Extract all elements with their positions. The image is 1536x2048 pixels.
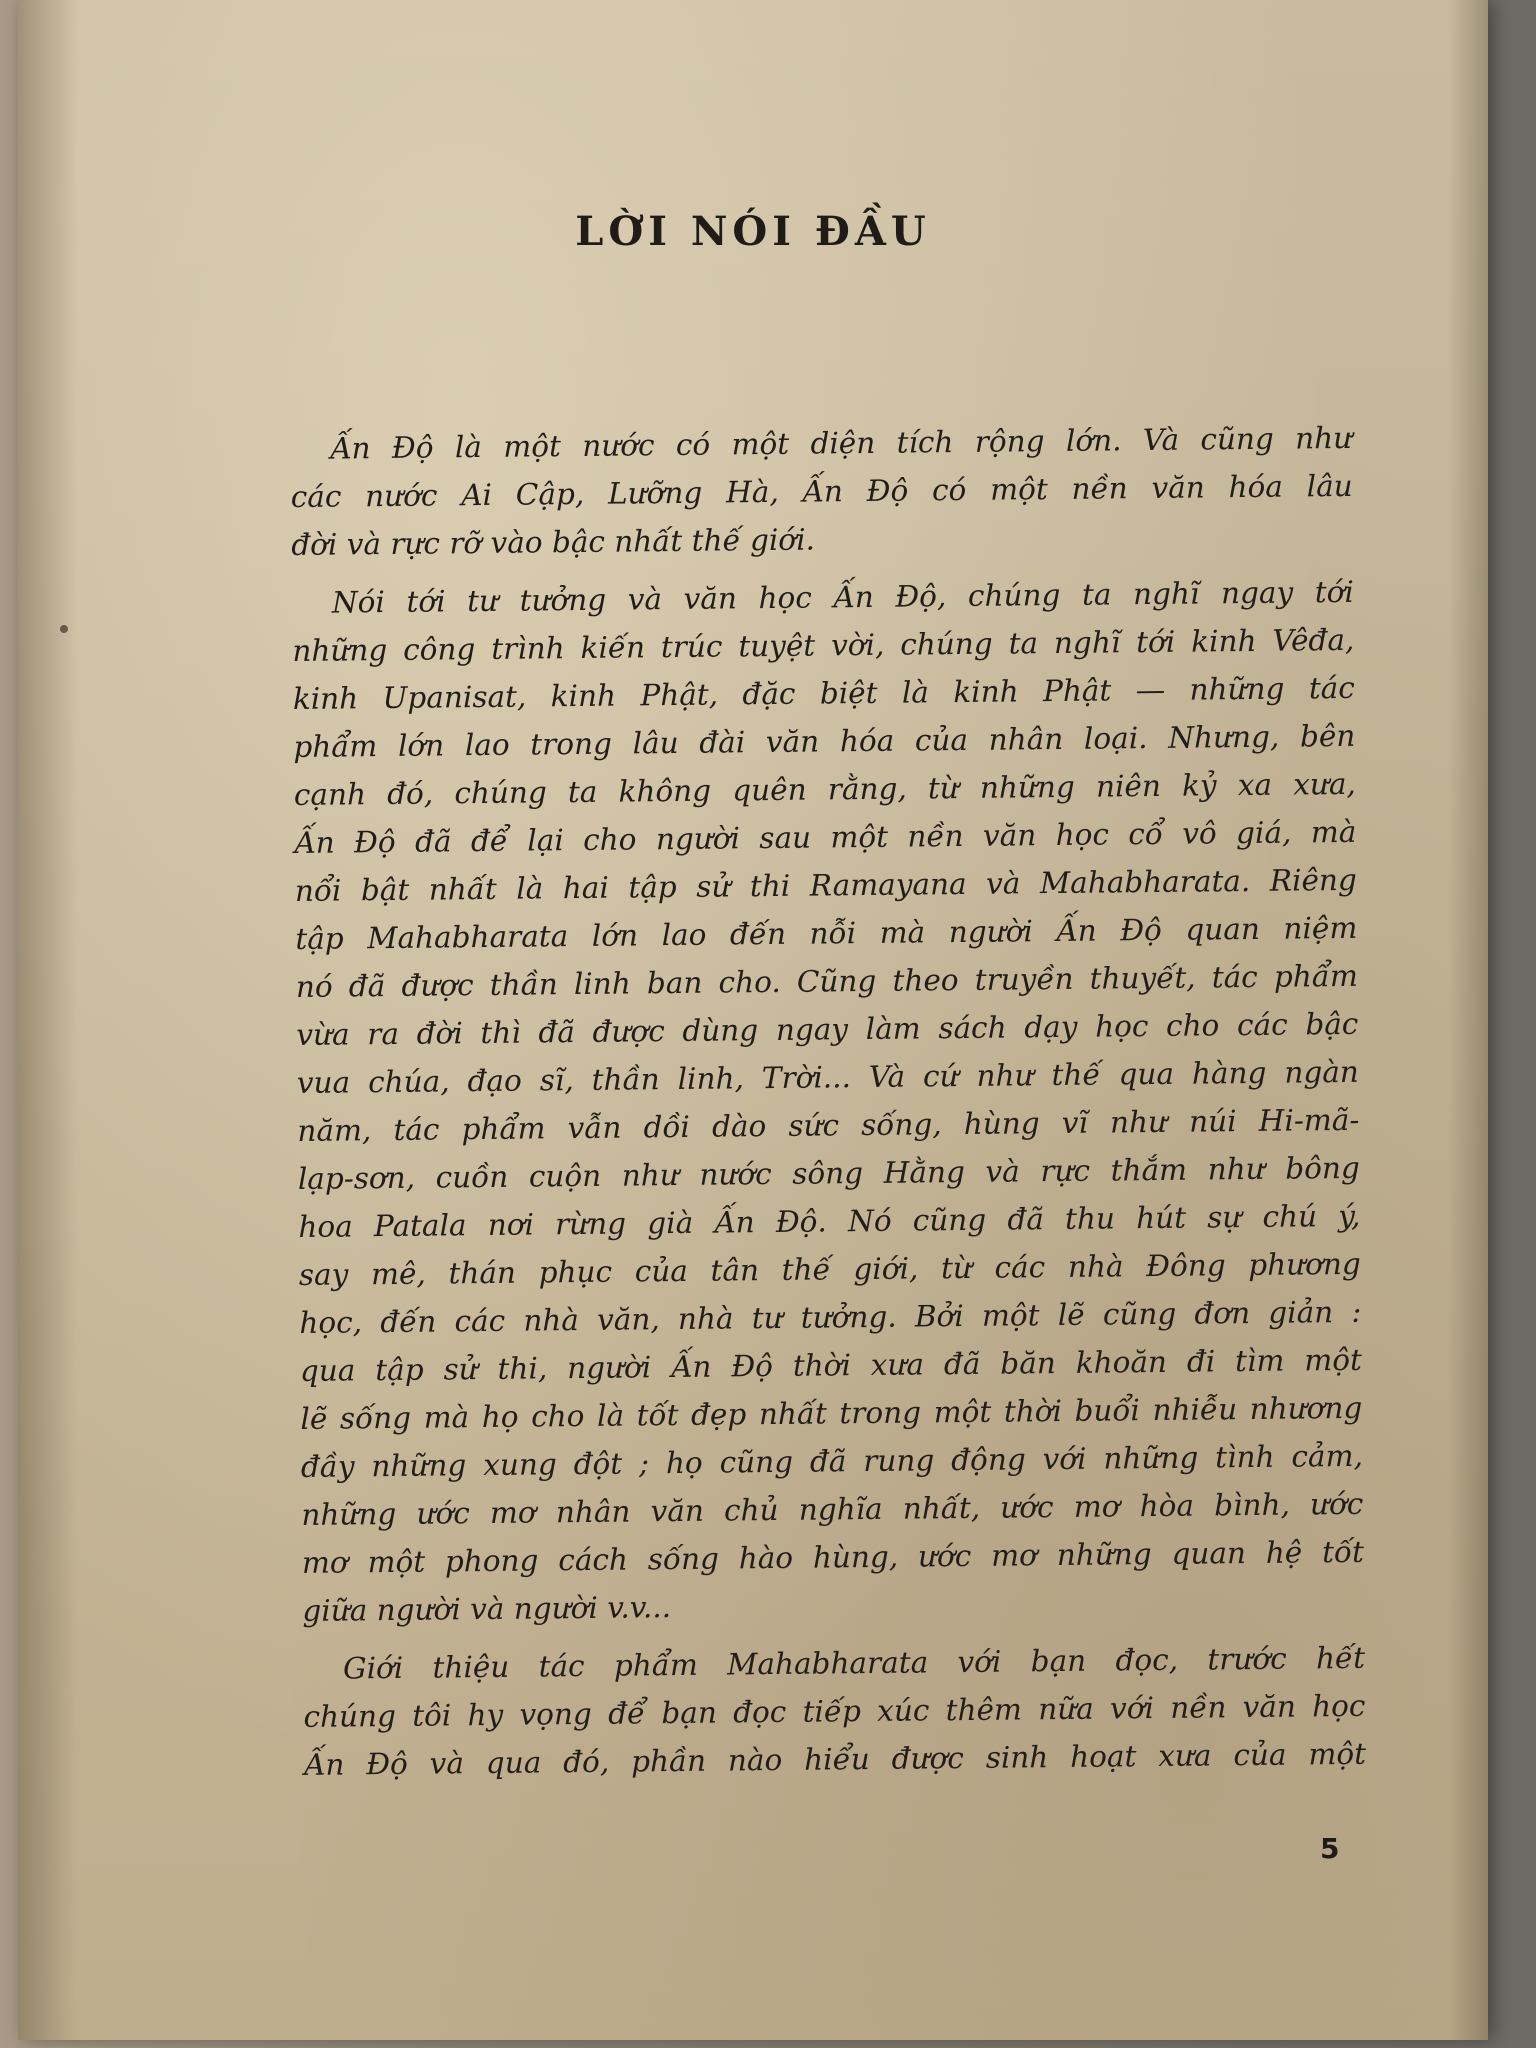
text-line: chúng tôi hy vọng để bạn đọc tiếp xúc thêm nữa với nền văn học [303, 1688, 1366, 1734]
text-line: Ấn Độ đã để lại cho người sau một nền văn học cổ vô giá, mà [294, 814, 1357, 860]
text-line: năm, tác phẩm vẫn dồi dào sức sống, hùng vĩ như núi Hi-mã- [297, 1102, 1360, 1148]
text-line: say mê, thán phục của tân thế giới, từ các nhà Đông phương [298, 1246, 1362, 1292]
text-line: Ấn Độ và qua đó, phần nào hiểu được sinh hoạt xưa của một [303, 1736, 1367, 1782]
page-number: 5 [1320, 1832, 1340, 1865]
text-line: nó đã được thần linh ban cho. Cũng theo truyền thuyết, tác phẩm [295, 958, 1359, 1004]
text-line: Nói tới tư tưởng và văn học Ấn Độ, chúng ta nghĩ ngay tới [331, 574, 1354, 620]
text-line: giữa người và người v.v... [302, 1590, 672, 1628]
text-line: lạp-sơn, cuồn cuộn như nước sông Hằng và rực thắm như bông [297, 1150, 1361, 1196]
text-line: qua tập sử thi, người Ấn Độ thời xưa đã băn khoăn đi tìm một [299, 1342, 1363, 1388]
binding-shadow [18, 0, 78, 2040]
text-line: đời và rực rỡ vào bậc nhất thế giới. [291, 522, 816, 562]
book-page [18, 0, 1488, 2040]
text-line: tập Mahabharata lớn lao đến nỗi mà người Ấn Độ quan niệm [295, 910, 1358, 956]
text-line: lẽ sống mà họ cho là tốt đẹp nhất trong một thời buổi nhiễu nhương [300, 1390, 1363, 1436]
text-line: học, đến các nhà văn, nhà tư tưởng. Bởi một lẽ cũng đơn giản : [299, 1294, 1362, 1340]
text-line: đầy những xung đột ; họ cũng đã rung động với những tình cảm, [300, 1438, 1364, 1484]
text-line: Giới thiệu tác phẩm Mahabharata với bạn đọc, trước hết [342, 1640, 1366, 1686]
text-line: hoa Patala nơi rừng già Ấn Độ. Nó cũng đã thu hút sự chú ý, [298, 1198, 1361, 1244]
page-edge-shadow [1448, 0, 1488, 2040]
paper-speck [60, 625, 68, 633]
text-line: những công trình kiến trúc tuyệt vời, chúng ta nghĩ tới kinh Vêđa, [292, 622, 1355, 668]
text-line: Ấn Độ là một nước có một diện tích rộng lớn. Và cũng như [330, 420, 1353, 466]
page-title: LỜI NÓI ĐẦU [575, 208, 931, 255]
body-text [290, 414, 1366, 1789]
text-line: kinh Upanisat, kinh Phật, đặc biệt là kinh Phật — những tác [292, 670, 1355, 716]
text-line: mơ một phong cách sống hào hùng, ước mơ những quan hệ tốt [301, 1534, 1365, 1580]
text-line: cạnh đó, chúng ta không quên rằng, từ những niên kỷ xa xưa, [293, 766, 1356, 812]
text-line: nổi bật nhất là hai tập sử thi Ramayana và Mahabharata. Riêng [294, 862, 1357, 908]
text-line: các nước Ai Cập, Lưỡng Hà, Ấn Độ có một nền văn hóa lâu [290, 468, 1353, 514]
text-line: những ước mơ nhân văn chủ nghĩa nhất, ước mơ hòa bình, ước [301, 1486, 1364, 1532]
text-line: vua chúa, đạo sĩ, thần linh, Trời... Và cứ như thế qua hàng ngàn [296, 1054, 1360, 1100]
text-line: phẩm lớn lao trong lâu đài văn hóa của nhân loại. Nhưng, bên [293, 718, 1356, 764]
text-line: vừa ra đời thì đã được dùng ngay làm sách dạy học cho các bậc [296, 1006, 1359, 1052]
